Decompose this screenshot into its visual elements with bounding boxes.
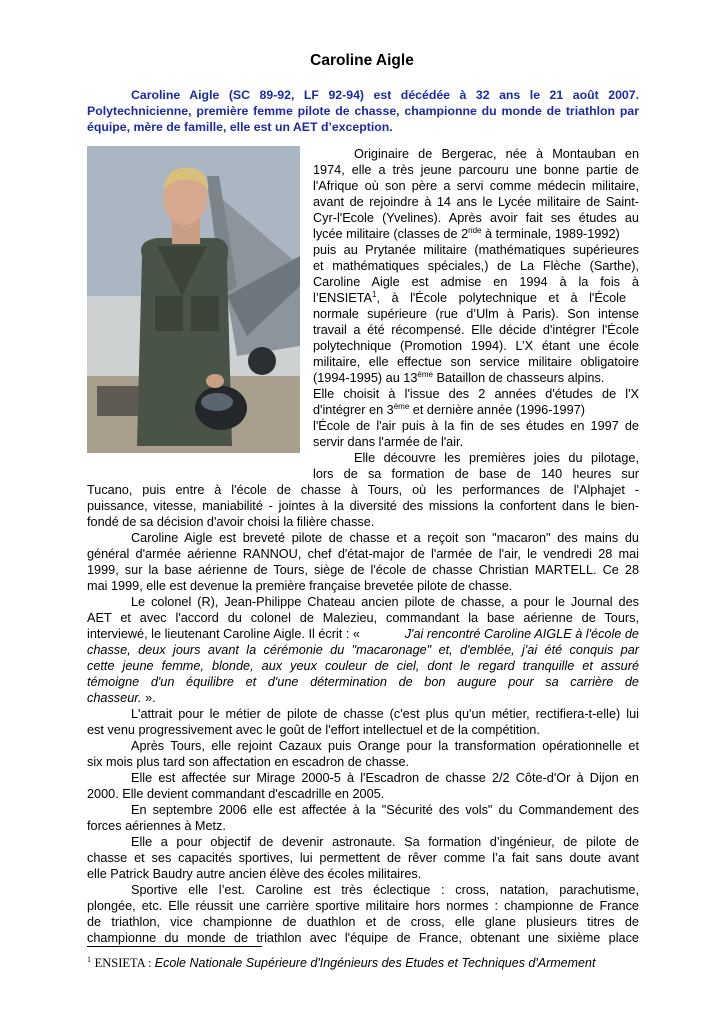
quote-line: cette jeune femme, blonde, aux yeux couleur de ciel, dont le regard tranquille et assuré <box>87 659 639 673</box>
text-line <box>313 371 604 387</box>
text-line: l'Afrique où son père a servi comme médecin militaire, <box>313 179 639 193</box>
text-span: et dernière année (1996-1997) <box>409 403 585 417</box>
text-line: puis au Prytanée militaire (mathématiques supérieures <box>313 243 639 257</box>
text-span: d'intégrer en 3 <box>313 403 394 417</box>
intro-paragraph: Caroline Aigle (SC 89-92, LF 92-94) est décédée à 32 ans le 21 août 2007. Polytechnicienne, première femme pilote de chasse, championne du monde de triathlon par équipe, mère de famille, elle est un AET d’exception. <box>87 88 639 134</box>
superscript: ème <box>417 369 433 379</box>
quote-span: J'ai rencontré Caroline AIGLE à l'école de <box>404 627 639 641</box>
text-span: lycée militaire (classes de 2 <box>313 227 469 241</box>
text-line: servir dans l'armée de l'air. <box>313 435 464 449</box>
text-line: Cyr-l'Ecole (Yvelines). Après avoir fait ses études au <box>313 211 639 225</box>
text-line: six mois plus tard son affectation en escadron de chasse. <box>87 755 410 769</box>
text-line: Après Tours, elle rejoint Cazaux puis Orange pour la transformation opérationnelle et <box>131 739 639 753</box>
text-line: polytechnique (Promotion 1994). L’X étant une école <box>313 339 639 353</box>
text-line: forces aériennes à Metz. <box>87 819 226 833</box>
text-line: 1974, elle a très jeune parcouru une bonne partie de <box>313 163 639 177</box>
text-span: l’ENSIETA <box>313 291 372 305</box>
text-line: fondé de sa décision d'avoir choisi la filière chasse. <box>87 515 375 529</box>
text-line <box>313 403 585 419</box>
text-line <box>313 291 626 307</box>
text-span: Bataillon de chasseurs alpins. <box>432 371 605 385</box>
text-span: ». <box>141 691 156 705</box>
text-line: elle Patrick Baudry autre ancien élève des écoles militaires. <box>87 867 422 881</box>
text-line: AET et avec l'accord du colonel de Malezieu, commandant la base aérienne de Tours, <box>87 611 639 625</box>
quote-line: chasse, deux jours avant la cérémonie du "macaronage" et, d'emblée, j'ai été conquis par <box>87 643 639 657</box>
text-line: général d'armée aérienne RANNOU, chef d'état-major de l'armée de l'air, le vendredi 28 mai <box>87 547 639 561</box>
text-line: de triathlon, vice championne de duathlon et de cross, elle glane plusieurs titres de <box>87 915 639 929</box>
text-line: En septembre 2006 elle est affectée à la "Sécurité des vols" du Commandement des <box>131 803 639 817</box>
text-line: mai 1999, elle est devenue la première française brevetée pilote de chasse. <box>87 579 513 593</box>
footnote-text: Ecole Nationale Supérieure d'Ingénieurs des Etudes et Techniques d'Armement <box>154 956 596 970</box>
superscript: ème <box>393 401 410 411</box>
text-line: lors de sa formation de base de 140 heures sur <box>313 467 639 481</box>
text-line: Elle est affectée sur Mirage 2000-5 à l'Escadron de chasse 2/2 Côte-d'Or à Dijon en <box>131 771 639 785</box>
footnote-ref: 1 <box>371 289 377 299</box>
text-line: championne du monde de triathlon avec l'équipe de France, obtenant une sixième place <box>87 931 639 945</box>
text-line: travail a été récompensé. Elle décide d'intégrer l'École <box>313 323 639 337</box>
text-line: Elle a pour objectif de devenir astronaute. Sa formation d’ingénieur, de pilote de <box>131 835 639 849</box>
text-line: l'École de l'air puis à la fin de ses études en 1997 de <box>313 419 639 433</box>
text-line: 2000. Elle devient commandant d'escadrille en 2005. <box>87 787 385 801</box>
text-line <box>313 227 620 243</box>
text-line: Elle découvre les premières joies du pilotage, <box>354 451 639 465</box>
text-line: plongée, etc. Elle réussit une carrière sportive militaire hors normes : championne de France <box>87 899 639 913</box>
text-span: interviewé, le lieutenant Caroline Aigle. Il écrit : « <box>87 627 360 641</box>
text-line: militaire, elle effectue son service militaire obligatoire <box>313 355 639 369</box>
quote-line: témoigne d'un équilibre et d'une détermination de bon augure pour sa carrière de <box>87 675 639 689</box>
page-title: Caroline Aigle <box>310 52 414 69</box>
footnote-divider <box>87 946 262 947</box>
text-line: avant de rejoindre à 14 ans le Lycée militaire de Saint- <box>313 195 639 209</box>
pilot-photo <box>87 146 300 453</box>
pilot-illustration <box>87 146 300 453</box>
text-line: Originaire de Bergerac, née à Montauban en <box>354 147 639 161</box>
superscript: nde <box>468 225 482 235</box>
text-line: Elle choisit à l'issue des 2 années d'études de l'X <box>313 387 639 401</box>
text-span: (1994-1995) au 13 <box>313 371 418 385</box>
text-line: normale supérieure (rue d’Ulm à Paris). Son intense <box>313 307 639 321</box>
footnote-abbr: ENSIETA : <box>94 956 155 970</box>
text-line: Tucano, puis entre à l'école de chasse à Tours, où les performances de l'Alphajet - <box>87 483 639 497</box>
text-line: Sportive elle l’est. Caroline est très éclectique : cross, natation, parachutisme, <box>131 883 639 897</box>
text-line: et mathématiques spéciales,) de La Flèche (Sarthe), <box>313 259 639 273</box>
text-line: puissance, vitesse, maniabilité - jointes à la diversité des missions la confortent dans le bien- <box>87 499 639 513</box>
text-line: Le colonel (R), Jean-Philippe Chateau ancien pilote de chasse, a pour le Journal des <box>131 595 639 609</box>
text-span: , à l'École polytechnique et à l'École <box>376 291 627 305</box>
text-line: Caroline Aigle est admise en 1994 à la fois à <box>313 275 639 289</box>
text-line: est venu progressivement avec le goût de l'effort intellectuel et de la compétition. <box>87 723 540 737</box>
footnote-number: 1 <box>87 955 91 964</box>
text-line: 1999, sur la base aérienne de Tours, siège de l'école de chasse Christian MARTELL. Ce 28 <box>87 563 639 577</box>
quote-span: chasseur. <box>87 691 142 705</box>
text-line <box>87 627 639 643</box>
text-span: à terminale, 1989-1992) <box>481 227 620 241</box>
text-line: chasse et ses capacités sportives, lui permettent de rêver comme l’a fait sans doute avant <box>87 851 639 865</box>
text-line <box>87 691 156 707</box>
text-line: L'attrait pour le métier de pilote de chasse (c'est plus qu'un métier, rectifiera-t-elle) lui <box>131 707 639 721</box>
footnote <box>87 955 595 971</box>
text-line: Caroline Aigle est breveté pilote de chasse et a reçoit son "macaron" des mains du <box>131 531 639 545</box>
